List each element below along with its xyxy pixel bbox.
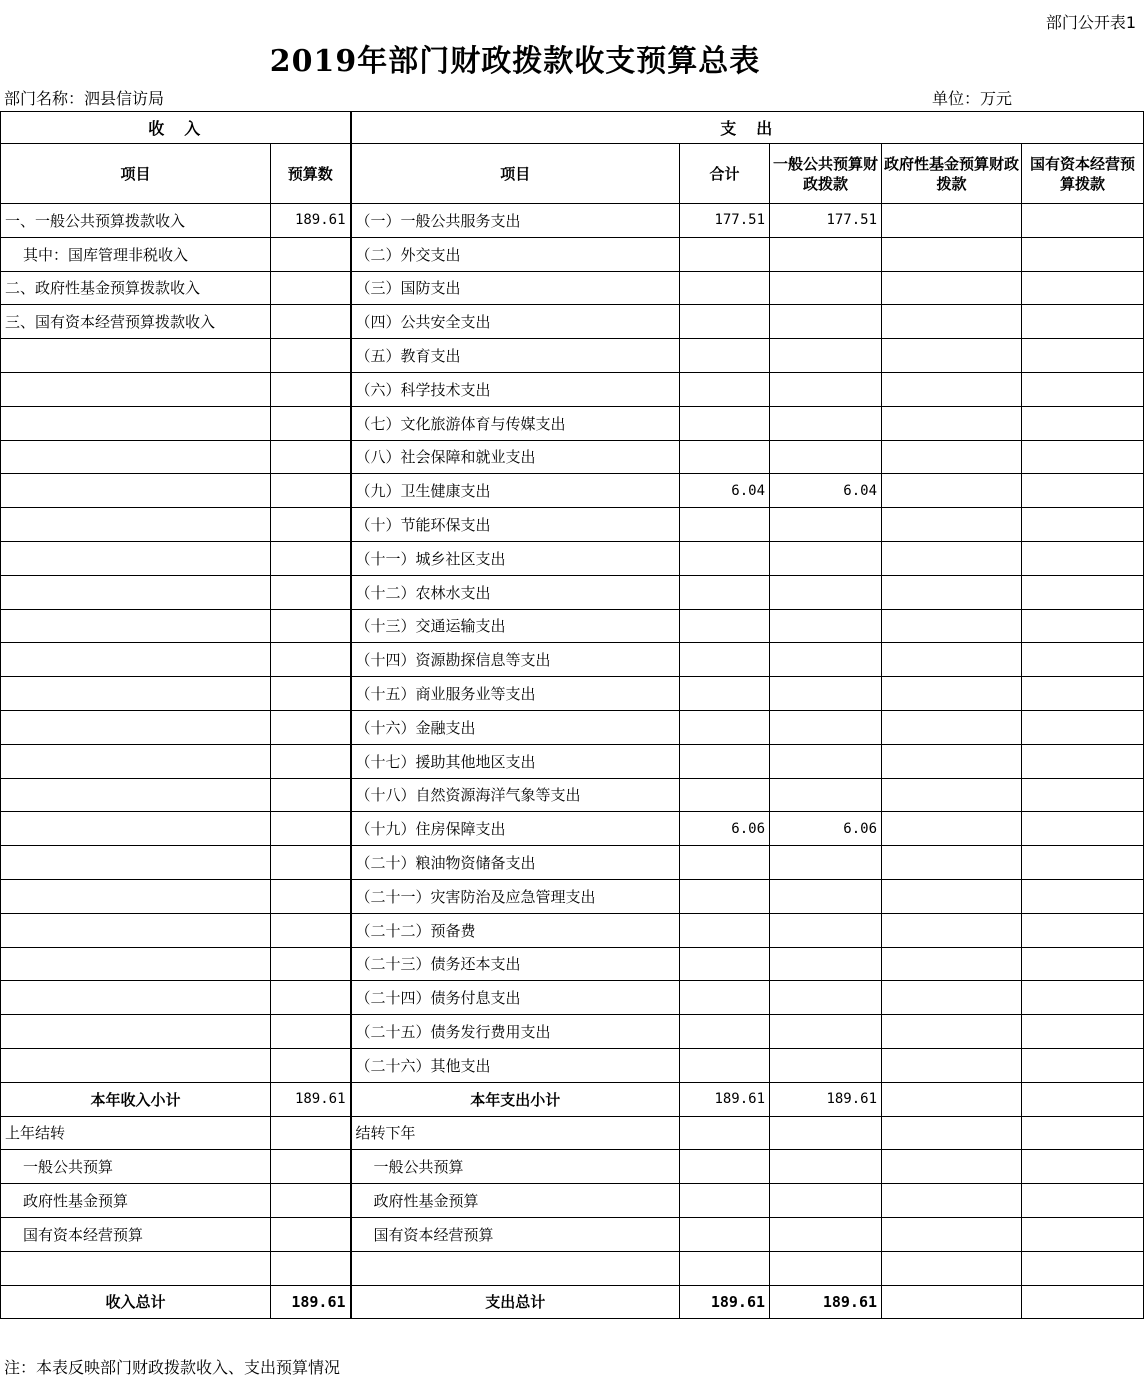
total-cell [680, 237, 770, 271]
total-cell [680, 981, 770, 1015]
col-total: 合计 [680, 144, 770, 204]
gov-fund-cell [882, 1251, 1022, 1285]
income-budget-cell [271, 575, 351, 609]
state-capital-cell [1022, 271, 1144, 305]
table-row [1, 947, 1144, 981]
table-row [1, 846, 1144, 880]
expense-total-value: 189.61 [680, 1285, 770, 1319]
table-row [1, 643, 1144, 677]
income-budget-cell: 189.61 [271, 204, 351, 238]
table-row [1, 508, 1144, 542]
state-capital-cell [1022, 643, 1144, 677]
state-capital-cell [1022, 913, 1144, 947]
state-capital-cell [1022, 508, 1144, 542]
income-subtotal-value: 189.61 [271, 1082, 351, 1116]
gov-fund-cell [882, 643, 1022, 677]
general-budget-cell [770, 508, 882, 542]
income-budget-cell [271, 237, 351, 271]
income-budget-cell [271, 778, 351, 812]
total-cell [680, 947, 770, 981]
general-budget-cell [770, 339, 882, 373]
expense-item-cell: （二十一）灾害防治及应急管理支出 [351, 879, 680, 913]
expense-item-cell: （十六）金融支出 [351, 710, 680, 744]
general-budget-cell [770, 372, 882, 406]
expense-subtotal-total: 189.61 [680, 1082, 770, 1116]
total-cell [680, 744, 770, 778]
total-cell [680, 271, 770, 305]
total-cell [680, 1217, 770, 1251]
income-budget-cell [271, 710, 351, 744]
gov-fund-cell [882, 1082, 1022, 1116]
total-cell [680, 710, 770, 744]
income-budget-cell [271, 913, 351, 947]
total-cell [680, 305, 770, 339]
gov-fund-cell [882, 575, 1022, 609]
income-item-cell [1, 1015, 271, 1049]
form-number: 部门公开表1 [1045, 13, 1136, 32]
gov-fund-cell [882, 1048, 1022, 1082]
general-budget-cell [770, 947, 882, 981]
gov-fund-cell [882, 981, 1022, 1015]
general-budget-cell [770, 913, 882, 947]
total-cell: 177.51 [680, 204, 770, 238]
state-capital-cell [1022, 846, 1144, 880]
budget-table [0, 111, 1144, 1319]
section-header-row [1, 112, 1144, 144]
table-row [1, 305, 1144, 339]
total-cell [680, 677, 770, 711]
general-budget-cell [770, 575, 882, 609]
gov-fund-cell [882, 406, 1022, 440]
income-item-cell [1, 575, 271, 609]
table-row [1, 710, 1144, 744]
income-item-cell [1, 508, 271, 542]
total-cell [680, 575, 770, 609]
gov-fund-cell [882, 710, 1022, 744]
expense-item-cell: （十二）农林水支出 [351, 575, 680, 609]
table-row [1, 237, 1144, 271]
gov-fund-cell [882, 1184, 1022, 1218]
table-row [1, 913, 1144, 947]
income-item-cell [1, 812, 271, 846]
income-budget-cell [271, 744, 351, 778]
expense-item-cell: （四）公共安全支出 [351, 305, 680, 339]
expense-item-cell: （十七）援助其他地区支出 [351, 744, 680, 778]
expense-item-cell: 国有资本经营预算 [351, 1217, 680, 1251]
gov-fund-cell [882, 677, 1022, 711]
state-capital-cell [1022, 744, 1144, 778]
gov-fund-cell [882, 778, 1022, 812]
general-budget-cell [770, 1015, 882, 1049]
state-capital-cell [1022, 710, 1144, 744]
state-capital-cell [1022, 981, 1144, 1015]
income-item-cell [1, 778, 271, 812]
income-budget-cell [271, 677, 351, 711]
income-budget-cell [271, 609, 351, 643]
expense-item-cell: （二十）粮油物资储备支出 [351, 846, 680, 880]
income-budget-cell [271, 474, 351, 508]
total-cell [680, 1150, 770, 1184]
state-capital-cell [1022, 372, 1144, 406]
expense-item-cell: （十三）交通运输支出 [351, 609, 680, 643]
general-budget-cell [770, 643, 882, 677]
income-budget-cell [271, 339, 351, 373]
income-budget-cell [271, 372, 351, 406]
gov-fund-cell [882, 1015, 1022, 1049]
general-budget-cell [770, 406, 882, 440]
expense-item-cell: （八）社会保障和就业支出 [351, 440, 680, 474]
income-item-cell [1, 710, 271, 744]
gov-fund-cell [882, 271, 1022, 305]
state-capital-cell [1022, 1285, 1144, 1319]
total-cell [680, 1015, 770, 1049]
general-budget-cell [770, 271, 882, 305]
income-budget-cell [271, 812, 351, 846]
income-section-header: 收 入 [1, 112, 351, 144]
expense-subtotal-general: 189.61 [770, 1082, 882, 1116]
total-cell [680, 339, 770, 373]
expense-item-cell: （二）外交支出 [351, 237, 680, 271]
gov-fund-cell [882, 947, 1022, 981]
total-cell [680, 372, 770, 406]
state-capital-cell [1022, 305, 1144, 339]
expense-subtotal-label: 本年支出小计 [351, 1082, 680, 1116]
total-cell [680, 541, 770, 575]
total-cell [680, 778, 770, 812]
expense-item-cell [351, 1251, 680, 1285]
table-row [1, 204, 1144, 238]
state-capital-cell [1022, 541, 1144, 575]
gov-fund-cell [882, 1116, 1022, 1150]
income-budget-cell [271, 508, 351, 542]
general-budget-cell [770, 1251, 882, 1285]
general-budget-cell [770, 778, 882, 812]
income-budget-cell [271, 846, 351, 880]
state-capital-cell [1022, 677, 1144, 711]
general-budget-cell [770, 677, 882, 711]
expense-total-general: 189.61 [770, 1285, 882, 1319]
table-row [1, 406, 1144, 440]
general-budget-cell [770, 1048, 882, 1082]
carry-row [1, 1217, 1144, 1251]
income-item-cell [1, 1048, 271, 1082]
expense-item-cell: （二十六）其他支出 [351, 1048, 680, 1082]
table-row [1, 981, 1144, 1015]
income-budget-cell [271, 1184, 351, 1218]
income-budget-cell [271, 947, 351, 981]
expense-item-cell: （一）一般公共服务支出 [351, 204, 680, 238]
table-row [1, 339, 1144, 373]
income-item-cell [1, 677, 271, 711]
unit-label: 单位：万元 [932, 89, 1013, 108]
expense-item-cell: （二十三）债务还本支出 [351, 947, 680, 981]
income-item-cell: 一般公共预算 [1, 1150, 271, 1184]
gov-fund-cell [882, 913, 1022, 947]
column-header-row [1, 144, 1144, 204]
state-capital-cell [1022, 1150, 1144, 1184]
income-budget-cell [271, 440, 351, 474]
expense-item-cell: （九）卫生健康支出 [351, 474, 680, 508]
state-capital-cell [1022, 1116, 1144, 1150]
total-cell [680, 406, 770, 440]
income-item-cell [1, 981, 271, 1015]
expense-item-cell: 结转下年 [351, 1116, 680, 1150]
income-item-cell: 国有资本经营预算 [1, 1217, 271, 1251]
general-budget-cell [770, 609, 882, 643]
gov-fund-cell [882, 204, 1022, 238]
table-row [1, 609, 1144, 643]
general-budget-cell [770, 710, 882, 744]
income-item-cell: 其中：国库管理非税收入 [1, 237, 271, 271]
income-budget-cell [271, 406, 351, 440]
income-item-cell [1, 1251, 271, 1285]
expense-item-cell: （六）科学技术支出 [351, 372, 680, 406]
department-name: 部门名称：泗县信访局 [4, 89, 165, 108]
income-total-label: 收入总计 [1, 1285, 271, 1319]
expense-item-cell: （二十四）债务付息支出 [351, 981, 680, 1015]
gov-fund-cell [882, 508, 1022, 542]
carry-row [1, 1150, 1144, 1184]
total-cell [680, 440, 770, 474]
expense-item-cell: （十）节能环保支出 [351, 508, 680, 542]
total-cell [680, 879, 770, 913]
income-item-cell [1, 879, 271, 913]
income-item-cell [1, 541, 271, 575]
expense-item-cell: （五）教育支出 [351, 339, 680, 373]
income-item-cell: 二、政府性基金预算拨款收入 [1, 271, 271, 305]
state-capital-cell [1022, 778, 1144, 812]
grand-total-row [1, 1285, 1144, 1319]
gov-fund-cell [882, 339, 1022, 373]
table-row [1, 372, 1144, 406]
state-capital-cell [1022, 1217, 1144, 1251]
gov-fund-cell [882, 1217, 1022, 1251]
total-cell: 6.06 [680, 812, 770, 846]
income-item-cell: 三、国有资本经营预算拨款收入 [1, 305, 271, 339]
subtotal-row [1, 1082, 1144, 1116]
gov-fund-cell [882, 372, 1022, 406]
general-budget-cell [770, 1184, 882, 1218]
income-item-cell [1, 339, 271, 373]
gov-fund-cell [882, 474, 1022, 508]
general-budget-cell [770, 879, 882, 913]
gov-fund-cell [882, 744, 1022, 778]
general-budget-cell [770, 440, 882, 474]
table-row [1, 440, 1144, 474]
table-row [1, 677, 1144, 711]
income-item-cell [1, 846, 271, 880]
col-gov-fund: 政府性基金预算财政拨款 [882, 144, 1022, 204]
expense-item-cell: （十九）住房保障支出 [351, 812, 680, 846]
income-item-cell [1, 372, 271, 406]
gov-fund-cell [882, 541, 1022, 575]
expense-item-cell: （十八）自然资源海洋气象等支出 [351, 778, 680, 812]
table-row [1, 1048, 1144, 1082]
gov-fund-cell [882, 609, 1022, 643]
state-capital-cell [1022, 1184, 1144, 1218]
income-budget-cell [271, 1048, 351, 1082]
income-total-value: 189.61 [271, 1285, 351, 1319]
state-capital-cell [1022, 1015, 1144, 1049]
table-row [1, 575, 1144, 609]
gov-fund-cell [882, 879, 1022, 913]
income-budget-cell [271, 981, 351, 1015]
income-budget-cell [271, 1150, 351, 1184]
general-budget-cell: 6.06 [770, 812, 882, 846]
income-item-cell [1, 947, 271, 981]
total-cell [680, 846, 770, 880]
gov-fund-cell [882, 1285, 1022, 1319]
income-item-cell [1, 609, 271, 643]
state-capital-cell [1022, 204, 1144, 238]
total-cell [680, 643, 770, 677]
income-item-cell [1, 643, 271, 677]
expense-item-cell: 一般公共预算 [351, 1150, 680, 1184]
table-row [1, 1015, 1144, 1049]
expense-item-cell: （十四）资源勘探信息等支出 [351, 643, 680, 677]
income-budget-cell [271, 541, 351, 575]
gov-fund-cell [882, 1150, 1022, 1184]
carry-row [1, 1116, 1144, 1150]
table-row [1, 812, 1144, 846]
income-budget-cell [271, 1015, 351, 1049]
general-budget-cell [770, 1217, 882, 1251]
carry-row [1, 1184, 1144, 1218]
general-budget-cell [770, 744, 882, 778]
income-budget-cell [271, 643, 351, 677]
state-capital-cell [1022, 237, 1144, 271]
gov-fund-cell [882, 846, 1022, 880]
page-title: 2019年部门财政拨款收支预算总表 [269, 44, 761, 79]
state-capital-cell [1022, 406, 1144, 440]
state-capital-cell [1022, 339, 1144, 373]
state-capital-cell [1022, 812, 1144, 846]
col-general-budget: 一般公共预算财政拨款 [770, 144, 882, 204]
state-capital-cell [1022, 609, 1144, 643]
state-capital-cell [1022, 1048, 1144, 1082]
state-capital-cell [1022, 947, 1144, 981]
total-cell [680, 609, 770, 643]
total-cell [680, 1184, 770, 1218]
general-budget-cell [770, 846, 882, 880]
state-capital-cell [1022, 1251, 1144, 1285]
state-capital-cell [1022, 879, 1144, 913]
blank-row [1, 1251, 1144, 1285]
income-item-cell [1, 406, 271, 440]
footnote: 注：本表反映部门财政拨款收入、支出预算情况 [4, 1358, 341, 1377]
table-row [1, 744, 1144, 778]
income-item-cell [1, 474, 271, 508]
income-budget-cell [271, 1217, 351, 1251]
expense-item-cell: （十一）城乡社区支出 [351, 541, 680, 575]
gov-fund-cell [882, 305, 1022, 339]
table-row [1, 541, 1144, 575]
expense-item-cell: （二十五）债务发行费用支出 [351, 1015, 680, 1049]
col-expense-item: 项目 [351, 144, 680, 204]
expense-item-cell: （二十二）预备费 [351, 913, 680, 947]
total-cell: 6.04 [680, 474, 770, 508]
state-capital-cell [1022, 440, 1144, 474]
general-budget-cell [770, 305, 882, 339]
total-cell [680, 1116, 770, 1150]
table-row [1, 879, 1144, 913]
expense-item-cell: 政府性基金预算 [351, 1184, 680, 1218]
income-item-cell: 一、一般公共预算拨款收入 [1, 204, 271, 238]
col-income-budget: 预算数 [271, 144, 351, 204]
col-income-item: 项目 [1, 144, 271, 204]
income-item-cell [1, 913, 271, 947]
total-cell [680, 508, 770, 542]
state-capital-cell [1022, 1082, 1144, 1116]
income-subtotal-label: 本年收入小计 [1, 1082, 271, 1116]
total-cell [680, 913, 770, 947]
income-item-cell: 政府性基金预算 [1, 1184, 271, 1218]
general-budget-cell [770, 1116, 882, 1150]
expense-section-header: 支 出 [351, 112, 1144, 144]
general-budget-cell: 6.04 [770, 474, 882, 508]
general-budget-cell [770, 1150, 882, 1184]
income-budget-cell [271, 305, 351, 339]
table-row [1, 474, 1144, 508]
expense-item-cell: （十五）商业服务业等支出 [351, 677, 680, 711]
state-capital-cell [1022, 575, 1144, 609]
col-state-capital: 国有资本经营预算拨款 [1022, 144, 1144, 204]
general-budget-cell: 177.51 [770, 204, 882, 238]
expense-item-cell: （三）国防支出 [351, 271, 680, 305]
general-budget-cell [770, 981, 882, 1015]
table-row [1, 271, 1144, 305]
gov-fund-cell [882, 812, 1022, 846]
income-budget-cell [271, 879, 351, 913]
general-budget-cell [770, 541, 882, 575]
expense-total-label: 支出总计 [351, 1285, 680, 1319]
income-budget-cell [271, 1251, 351, 1285]
income-item-cell [1, 744, 271, 778]
table-row [1, 778, 1144, 812]
income-budget-cell [271, 271, 351, 305]
expense-item-cell: （七）文化旅游体育与传媒支出 [351, 406, 680, 440]
total-cell [680, 1048, 770, 1082]
state-capital-cell [1022, 474, 1144, 508]
income-budget-cell [271, 1116, 351, 1150]
gov-fund-cell [882, 237, 1022, 271]
income-item-cell [1, 440, 271, 474]
gov-fund-cell [882, 440, 1022, 474]
total-cell [680, 1251, 770, 1285]
income-item-cell: 上年结转 [1, 1116, 271, 1150]
general-budget-cell [770, 237, 882, 271]
